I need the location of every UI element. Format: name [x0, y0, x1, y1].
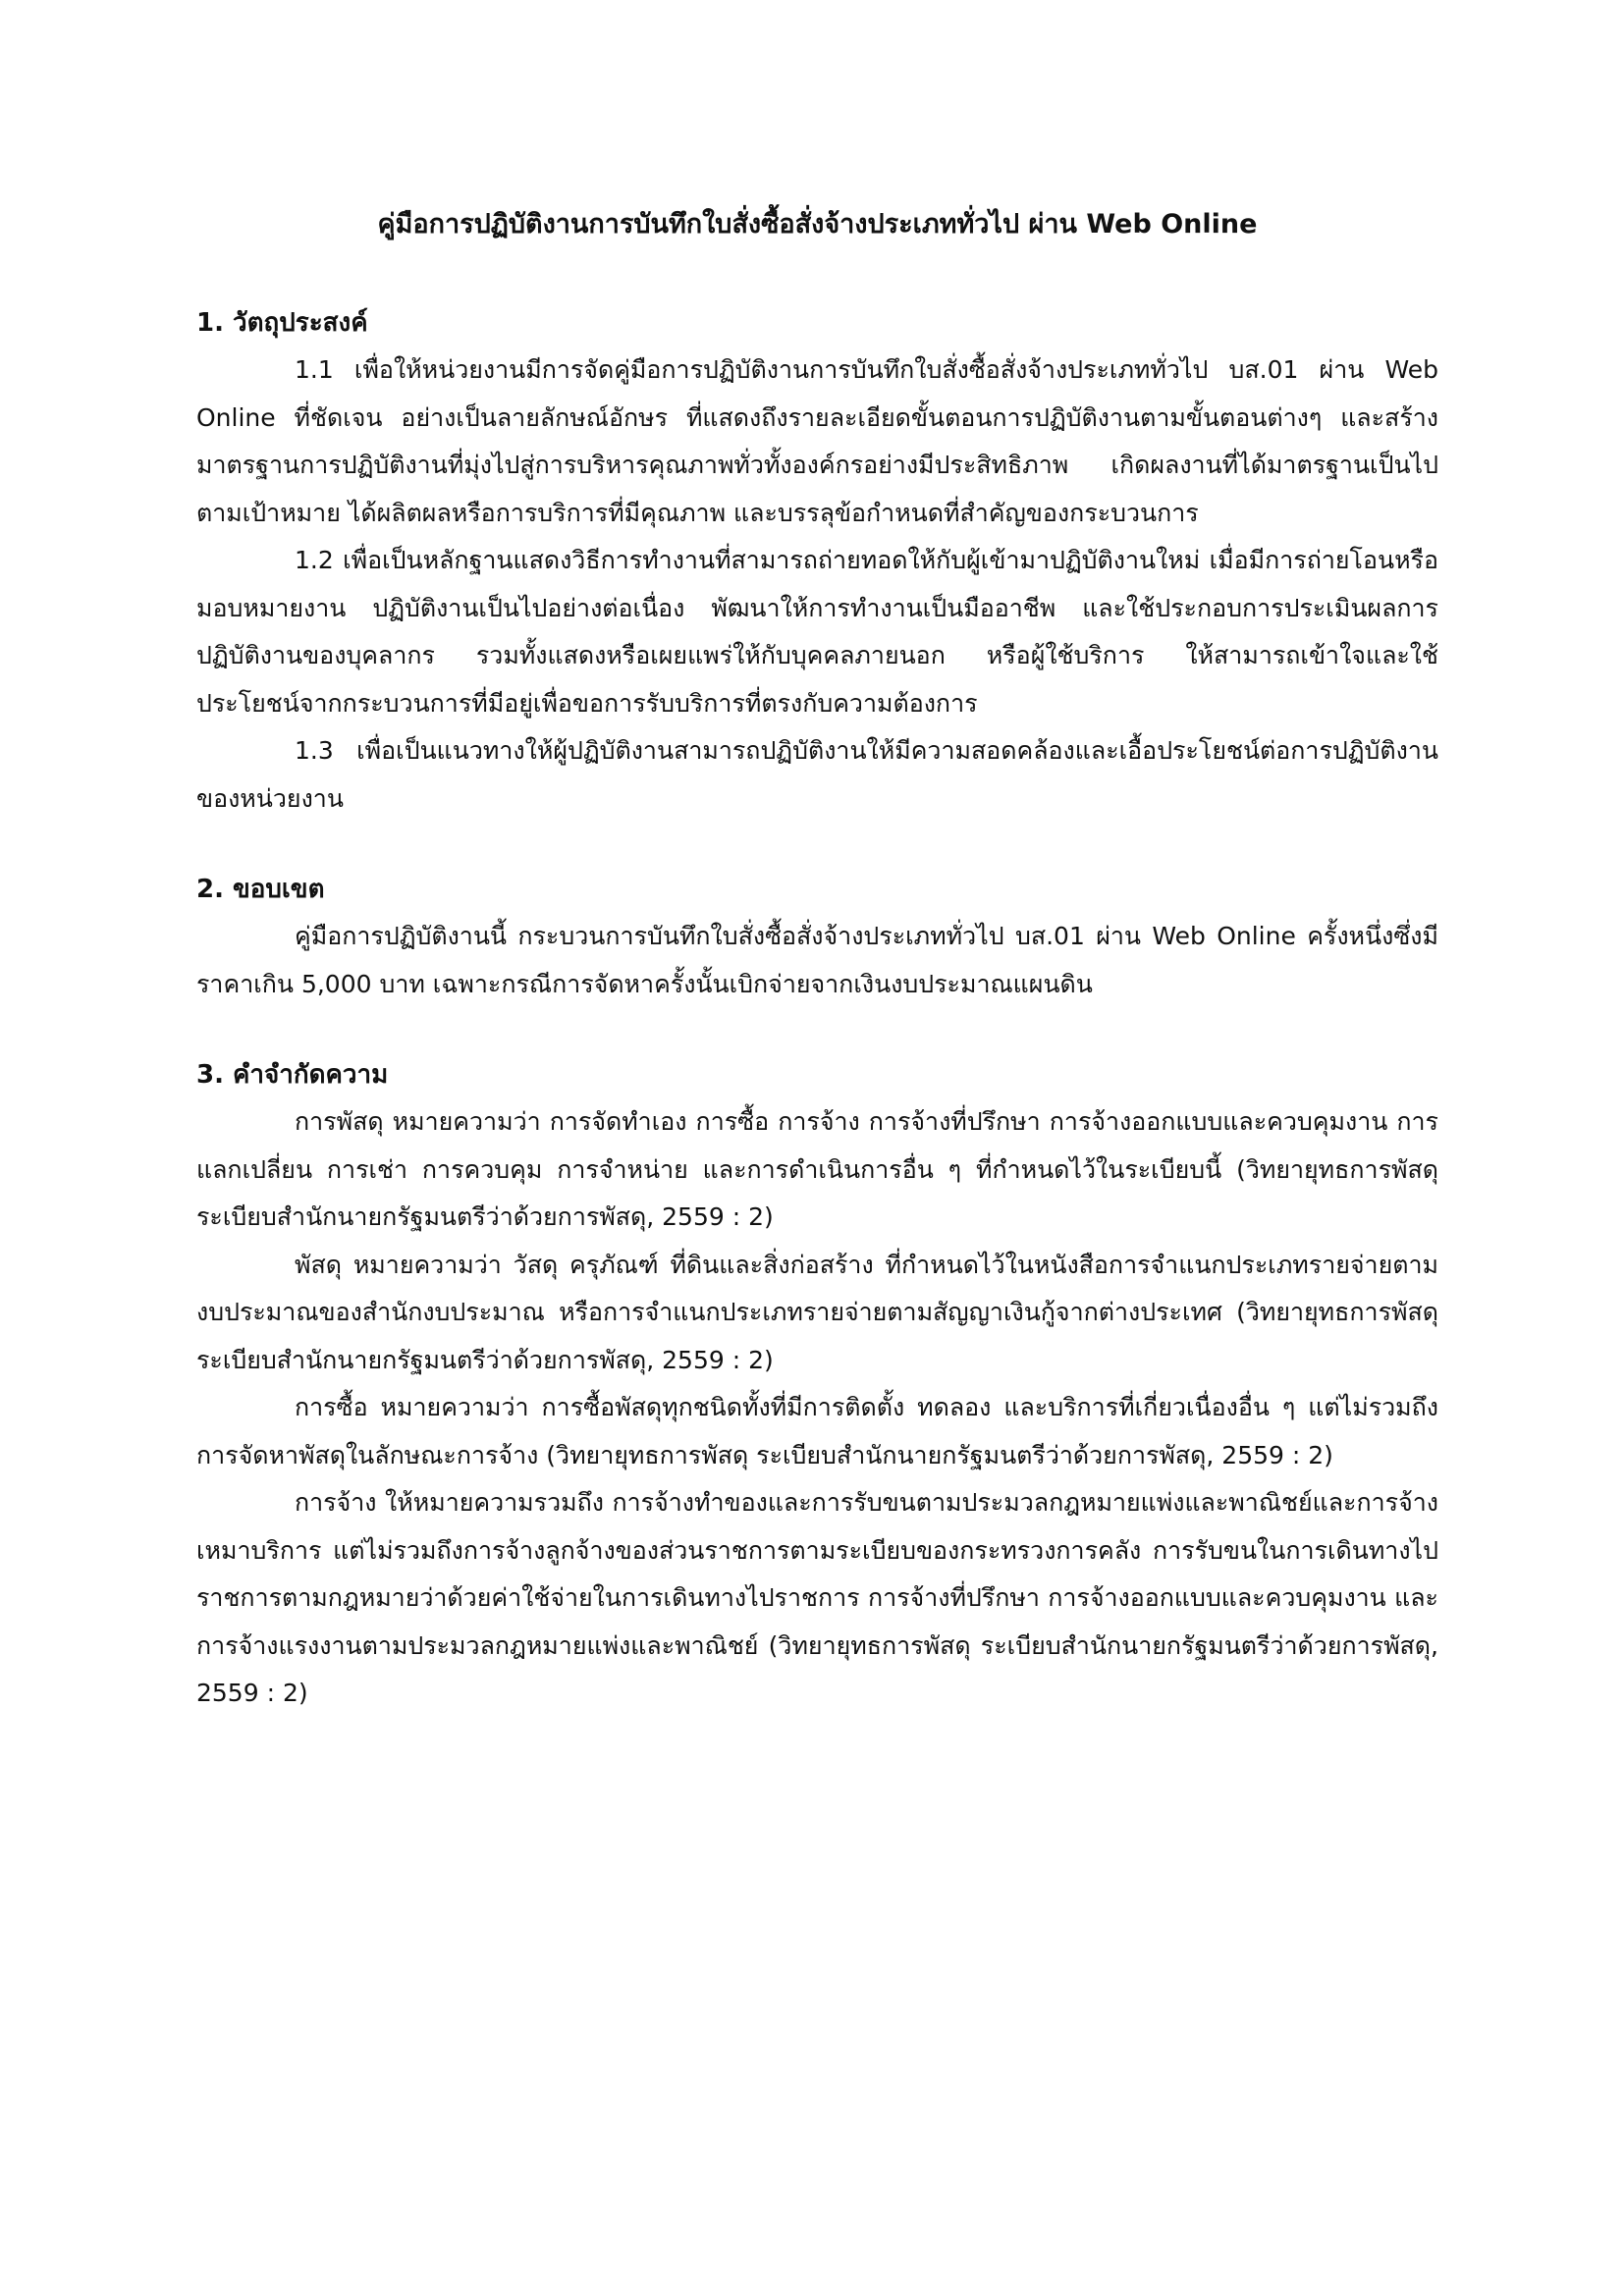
paragraph: การพัสดุ หมายความว่า การจัดทำเอง การซื้อ การจ้าง การจ้างที่ปรึกษา การจ้างออกแบบและควบคุมงาน การแลกเปลี่ยน การเช่า การควบคุม การจำหน่าย และการดำเนินการอื่น ๆ ที่กำหนดไว้ในระเบียบนี้ (วิทยายุทธการพัสดุ ระเบียบสำนักนายกรัฐมนตรีว่าด้วยการพัสดุ, 2559 : 2): [196, 1107, 1438, 1231]
paragraph: การจ้าง ให้หมายความรวมถึง การจ้างทำของและการรับขนตามประมวลกฎหมายแพ่งและพาณิชย์และการจ้างเหมาบริการ แต่ไม่รวมถึงการจ้างลูกจ้างของส่วนราชการตามระเบียบของกระทรวงการคลัง การรับขนในการเดินทางไปราชการตามกฎหมายว่าด้วยค่าใช้จ่ายในการเดินทางไปราชการ การจ้างที่ปรึกษา การจ้างออกแบบและควบคุมงาน และการจ้างแรงงานตามประมวลกฎหมายแพ่งและพาณิชย์ (วิทยายุทธการพัสดุ ระเบียบสำนักนายกรัฐมนตรีว่าด้วยการพัสดุ, 2559 : 2): [196, 1488, 1438, 1707]
section-heading: 3. คำจำกัดความ: [196, 1060, 389, 1090]
section-definitions: [196, 1051, 1438, 1718]
document-body: [196, 201, 1438, 1761]
paragraph: พัสดุ หมายความว่า วัสดุ ครุภัณฑ์ ที่ดินและสิ่งก่อสร้าง ที่กำหนดไว้ในหนังสือการจำแนกประเภทรายจ่ายตามงบประมาณของสำนักงบประมาณ หรือการจำแนกประเภทรายจ่ายตามสัญญาเงินกู้จากต่างประเทศ (วิทยายุทธการพัสดุ ระเบียบสำนักนายกรัฐมนตรีว่าด้วยการพัสดุ, 2559 : 2): [196, 1250, 1438, 1374]
paragraph: 1.1 เพื่อให้หน่วยงานมีการจัดคู่มือการปฏิบัติงานการบันทึกใบสั่งซื้อสั่งจ้างประเภททั่วไป บส.01 ผ่าน Web Online ที่ชัดเจน อย่างเป็นลายลักษณ์อักษร ที่แสดงถึงรายละเอียดขั้นตอนการปฏิบัติงานตามขั้นตอนต่างๆ และสร้างมาตรฐานการปฏิบัติงานที่มุ่งไปสู่การบริหารคุณภาพทั่วทั้งองค์กรอย่างมีประสิทธิภาพ เกิดผลงานที่ได้มาตรฐานเป็นไปตามเป้าหมาย ได้ผลิตผลหรือการบริการที่มีคุณภาพ และบรรลุข้อกำหนดที่สำคัญของกระบวนการ: [196, 355, 1438, 527]
paragraph: การซื้อ หมายความว่า การซื้อพัสดุทุกชนิดทั้งที่มีการติดตั้ง ทดลอง และบริการที่เกี่ยวเนื่องอื่น ๆ แต่ไม่รวมถึงการจัดหาพัสดุในลักษณะการจ้าง (วิทยายุทธการพัสดุ ระเบียบสำนักนายกรัฐมนตรีว่าด้วยการพัสดุ, 2559 : 2): [196, 1393, 1438, 1469]
section-objectives: [196, 299, 1438, 823]
section-heading: 1. วัตถุประสงค์: [196, 308, 368, 338]
paragraph: 1.3 เพื่อเป็นแนวทางให้ผู้ปฏิบัติงานสามารถปฏิบัติงานให้มีความสอดคล้องและเอื้อประโยชน์ต่อการปฏิบัติงานของหน่วยงาน: [196, 736, 1438, 813]
document-title: คู่มือการปฏิบัติงานการบันทึกใบสั่งซื้อสั่งจ้างประเภททั่วไป ผ่าน Web Online: [377, 209, 1258, 240]
paragraph: คู่มือการปฏิบัติงานนี้ กระบวนการบันทึกใบสั่งซื้อสั่งจ้างประเภททั่วไป บส.01 ผ่าน Web Online ครั้งหนึ่งซึ่งมีราคาเกิน 5,000 บาท เฉพาะกรณีการจัดหาครั้งนั้นเบิกจ่ายจากเงินงบประมาณแผนดิน: [196, 922, 1438, 998]
section-heading: 2. ขอบเขต: [196, 875, 325, 904]
paragraph: 1.2 เพื่อเป็นหลักฐานแสดงวิธีการทำงานที่สามารถถ่ายทอดให้กับผู้เข้ามาปฏิบัติงานใหม่ เมื่อมีการถ่ายโอนหรือมอบหมายงาน ปฏิบัติงานเป็นไปอย่างต่อเนื่อง พัฒนาให้การทำงานเป็นมืออาชีพ และใช้ประกอบการประเมินผลการปฏิบัติงานของบุคลากร รวมทั้งแสดงหรือเผยแพร่ให้กับบุคคลภายนอก หรือผู้ใช้บริการ ให้สามารถเข้าใจและใช้ประโยชน์จากกระบวนการที่มีอยู่เพื่อขอการรับบริการที่ตรงกับความต้องการ: [196, 546, 1438, 718]
section-scope: [196, 866, 1438, 1008]
